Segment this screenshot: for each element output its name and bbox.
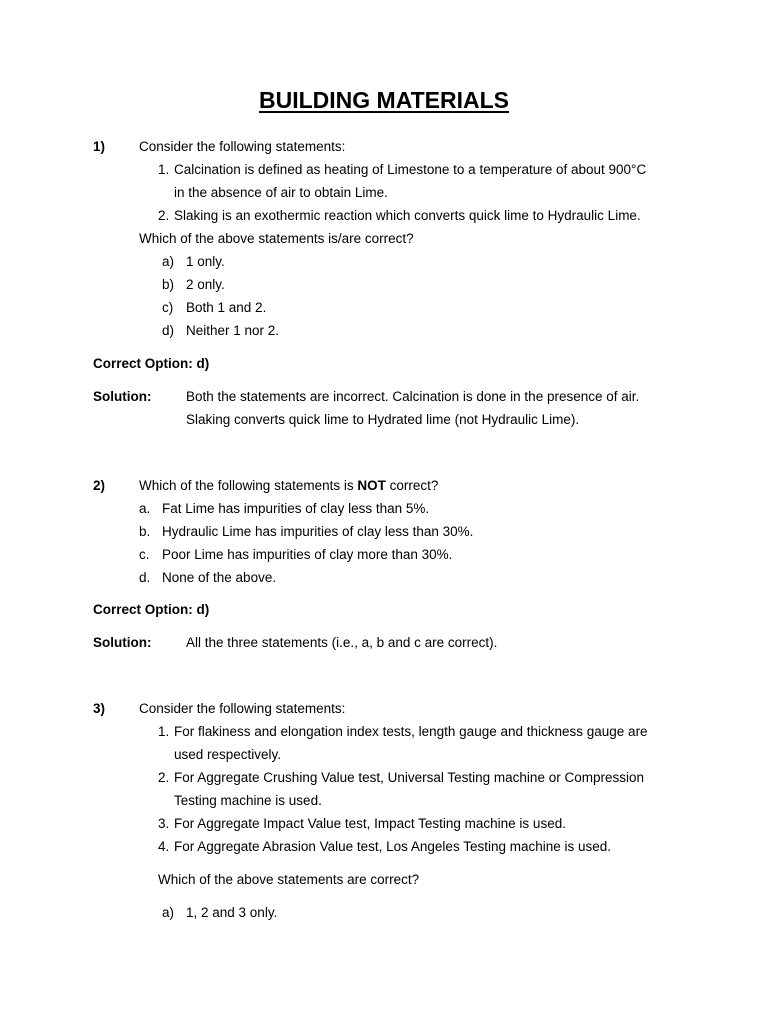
statement-number: 4. [158,839,170,854]
question-number: 3) [93,701,106,716]
statement-text: in the absence of air to obtain Lime. [174,185,388,200]
question-prompt: Consider the following statements: [139,701,346,716]
solution-text: Slaking converts quick lime to Hydrated lime (not Hydraulic Lime). [186,412,580,427]
statement-text: Testing machine is used. [174,793,322,808]
statement-text: used respectively. [174,747,282,762]
question-prompt [139,477,438,495]
option-label: b. [139,524,151,539]
statement-number: 1. [158,724,170,739]
option-label: d. [139,570,151,585]
statement-text: For Aggregate Impact Value test, Impact Testing machine is used. [174,816,566,831]
option-label: a) [162,254,175,269]
option-label: d) [162,323,175,338]
option-text: Fat Lime has impurities of clay less than 5%. [162,501,430,516]
statement-number: 2. [158,208,170,223]
prompt-text: Which of the following statements is [139,478,358,493]
option-text: 2 only. [186,277,225,292]
question-text: Which of the above statements is/are correct? [139,231,414,246]
option-text: 1, 2 and 3 only. [186,905,278,920]
option-text: Both 1 and 2. [186,300,267,315]
option-text: Poor Lime has impurities of clay more than 30%. [162,547,453,562]
prompt-text: correct? [385,478,439,493]
statement-text: For Aggregate Abrasion Value test, Los Angeles Testing machine is used. [174,839,612,854]
solution-label: Solution: [93,389,152,404]
option-text: Neither 1 nor 2. [186,323,280,338]
option-text: Hydraulic Lime has impurities of clay less than 30%. [162,524,474,539]
statement-number: 1. [158,162,170,177]
statement-text: For Aggregate Crushing Value test, Universal Testing machine or Compression [174,770,644,785]
statement-number: 3. [158,816,170,831]
question-prompt: Consider the following statements: [139,139,346,154]
solution-text: Both the statements are incorrect. Calcination is done in the presence of air. [186,389,640,404]
option-text: None of the above. [162,570,277,585]
question-number: 2) [93,478,106,493]
question-text: Which of the above statements are correct? [158,872,420,887]
solution-label: Solution: [93,635,152,650]
option-label: a) [162,905,175,920]
statement-number: 2. [158,770,170,785]
correct-option: Correct Option: d) [93,602,210,617]
question-number: 1) [93,139,106,154]
correct-option: Correct Option: d) [93,356,210,371]
solution-text: All the three statements (i.e., a, b and c are correct). [186,635,498,650]
option-text: 1 only. [186,254,225,269]
option-label: a. [139,501,151,516]
statement-text: For flakiness and elongation index tests, length gauge and thickness gauge are [174,724,648,739]
option-label: b) [162,277,175,292]
option-label: c) [162,300,174,315]
option-label: c. [139,547,150,562]
prompt-emphasis: NOT [357,478,386,493]
statement-text: Calcination is defined as heating of Limestone to a temperature of about 900°C [174,162,647,177]
statement-text: Slaking is an exothermic reaction which converts quick lime to Hydraulic Lime. [174,208,641,223]
page-title: BUILDING MATERIALS [258,87,509,113]
